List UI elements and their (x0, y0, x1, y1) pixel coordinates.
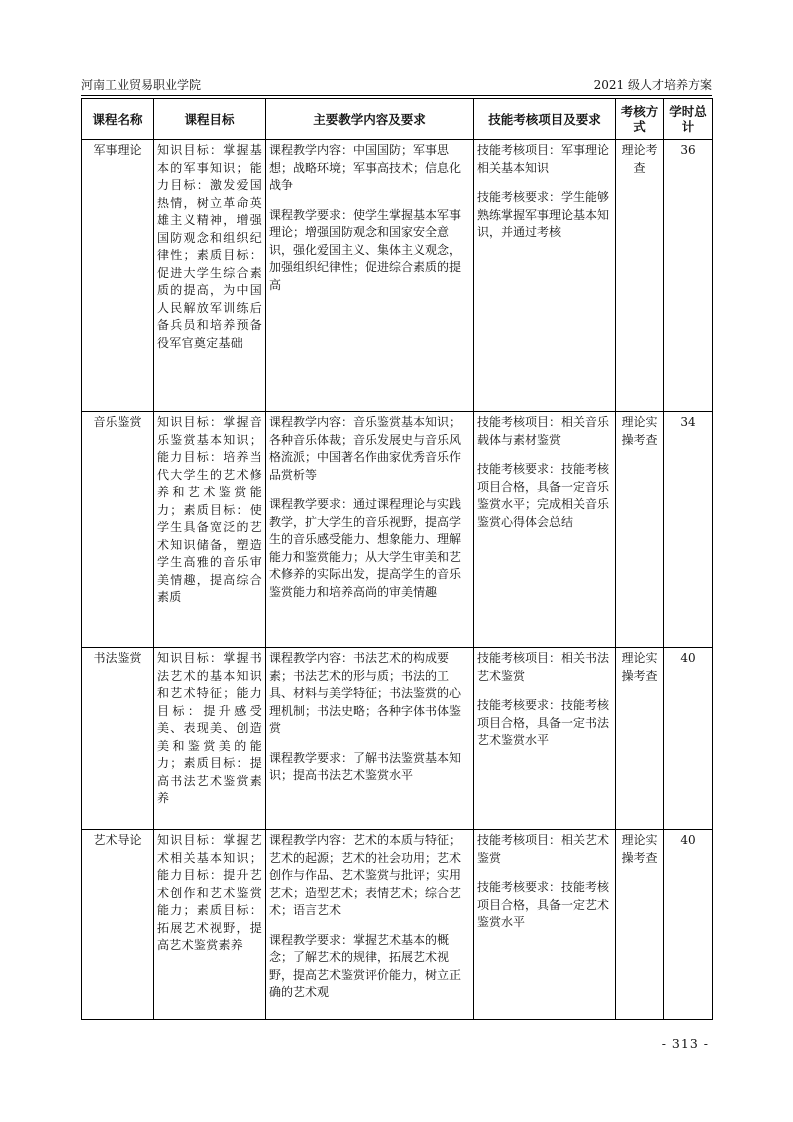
content-requirement: 课程教学要求：通过课程理论与实践教学，扩大学生的音乐视野，提高学生的音乐感受能力、想象能力、理解能力和鉴赏能力；从大学生审美和艺术修养的实际出发，提高学生的音乐鉴赏能力和培养高尚的审美情趣 (269, 497, 462, 599)
assessment-method: 理论实操考查 (616, 830, 664, 1020)
page-number: - 313 - (661, 1036, 709, 1051)
content-intro: 课程教学内容：书法艺术的构成要素；书法艺术的形与质；书法的工具、材料与美学特征；书法鉴赏的心理机制；书法史略；各种字体书体鉴赏 (269, 651, 462, 735)
spacer (269, 484, 470, 496)
course-goal: 知识目标：掌握基本的军事知识；能力目标：激发爱国热情，树立革命英雄主义精神，增强国防观念和组织纪律性；素质目标：促进大学生综合素质的提高，为中国人民解放军训练后备兵员和培养预备役军官奠定基础 (154, 140, 266, 412)
col-header-method: 考核方式 (616, 99, 664, 140)
col-header-goal: 课程目标 (154, 99, 266, 140)
skill-item: 技能考核项目：相关艺术鉴赏 (477, 833, 610, 865)
spacer (269, 920, 470, 932)
course-name: 艺术导论 (82, 830, 154, 1020)
total-hours: 40 (664, 648, 713, 830)
table-header-row (82, 99, 713, 140)
skill-requirement: 技能考核要求：技能考核项目合格，具备一定艺术鉴赏水平 (477, 880, 610, 929)
assessment-method: 理论实操考查 (616, 648, 664, 830)
course-skill (474, 412, 616, 648)
course-goal: 知识目标：掌握音乐鉴赏基本知识；能力目标：培养当代大学生的艺术修养和艺术鉴赏能力；素质目标：使学生具备宽泛的艺术知识储备，塑造学生高雅的音乐审美情趣，提高综合素质 (154, 412, 266, 648)
course-content (266, 830, 474, 1020)
course-table (81, 98, 713, 1020)
content-requirement: 课程教学要求：使学生掌握基本军事理论；增强国防观念和国家安全意识，强化爱国主义、集体主义观念，加强组织纪律性；促进综合素质的提高 (269, 207, 462, 292)
spacer (477, 867, 612, 879)
skill-item: 技能考核项目：相关书法艺术鉴赏 (477, 651, 610, 683)
col-header-skill: 技能考核项目及要求 (474, 99, 616, 140)
spacer (269, 195, 470, 207)
skill-item: 技能考核项目：军事理论相关基本知识 (477, 143, 610, 175)
course-name: 书法鉴赏 (82, 648, 154, 830)
course-skill (474, 830, 616, 1020)
spacer (269, 738, 470, 750)
col-header-content: 主要教学内容及要求 (266, 99, 474, 140)
course-goal: 知识目标：掌握艺术相关基本知识；能力目标：提升艺术创作和艺术鉴赏能力；素质目标：拓展艺术视野，提高艺术鉴赏素养 (154, 830, 266, 1020)
skill-requirement: 技能考核要求：技能考核项目合格，具备一定音乐鉴赏水平；完成相关音乐鉴赏心得体会总结 (477, 462, 610, 529)
spacer (477, 449, 612, 461)
table-row (82, 648, 713, 830)
spacer (477, 177, 612, 189)
table-row (82, 830, 713, 1020)
content-requirement: 课程教学要求：掌握艺术基本的概念；了解艺术的规律，拓展艺术视野，提高艺术鉴赏评价能力，树立正确的艺术观 (269, 932, 462, 999)
course-content (266, 648, 474, 830)
col-header-hours: 学时总计 (664, 99, 713, 140)
course-skill (474, 648, 616, 830)
assessment-method: 理论考查 (616, 140, 664, 412)
spacer (477, 685, 612, 697)
content-intro: 课程教学内容：中国国防；军事思想；战略环境；军事高技术；信息化战争 (269, 143, 462, 192)
content-requirement: 课程教学要求：了解书法鉴赏基本知识；提高书法艺术鉴赏水平 (269, 750, 462, 782)
col-header-name: 课程名称 (82, 99, 154, 140)
total-hours: 36 (664, 140, 713, 412)
course-name: 军事理论 (82, 140, 154, 412)
course-goal: 知识目标：掌握书法艺术的基本知识和艺术特征；能力目标：提升感受美、表现美、创造美和鉴赏美的能力；素质目标：提高书法艺术鉴赏素养 (154, 648, 266, 830)
content-intro: 课程教学内容：艺术的本质与特征；艺术的起源；艺术的社会功用；艺术创作与作品、艺术鉴赏与批评；实用艺术；造型艺术；表情艺术；综合艺术；语言艺术 (269, 833, 462, 917)
skill-item: 技能考核项目：相关音乐载体与素材鉴赏 (477, 415, 610, 447)
skill-requirement: 技能考核要求：学生能够熟练掌握军事理论基本知识，并通过考核 (477, 190, 610, 239)
course-skill (474, 140, 616, 412)
content-intro: 课程教学内容：音乐鉴赏基本知识；各种音乐体裁；音乐发展史与音乐风格流派；中国著名作曲家优秀音乐作品赏析等 (269, 415, 462, 482)
total-hours: 40 (664, 830, 713, 1020)
assessment-method: 理论实操考查 (616, 412, 664, 648)
total-hours: 34 (664, 412, 713, 648)
header-rule (81, 95, 712, 96)
school-name: 河南工业贸易职业学院 (81, 78, 202, 92)
course-content (266, 140, 474, 412)
plan-title: 2021 级人才培养方案 (593, 78, 712, 92)
table-row (82, 412, 713, 648)
course-content (266, 412, 474, 648)
table-row (82, 140, 713, 412)
skill-requirement: 技能考核要求：技能考核项目合格，具备一定书法艺术鉴赏水平 (477, 698, 610, 747)
course-name: 音乐鉴赏 (82, 412, 154, 648)
page-header (81, 76, 712, 94)
